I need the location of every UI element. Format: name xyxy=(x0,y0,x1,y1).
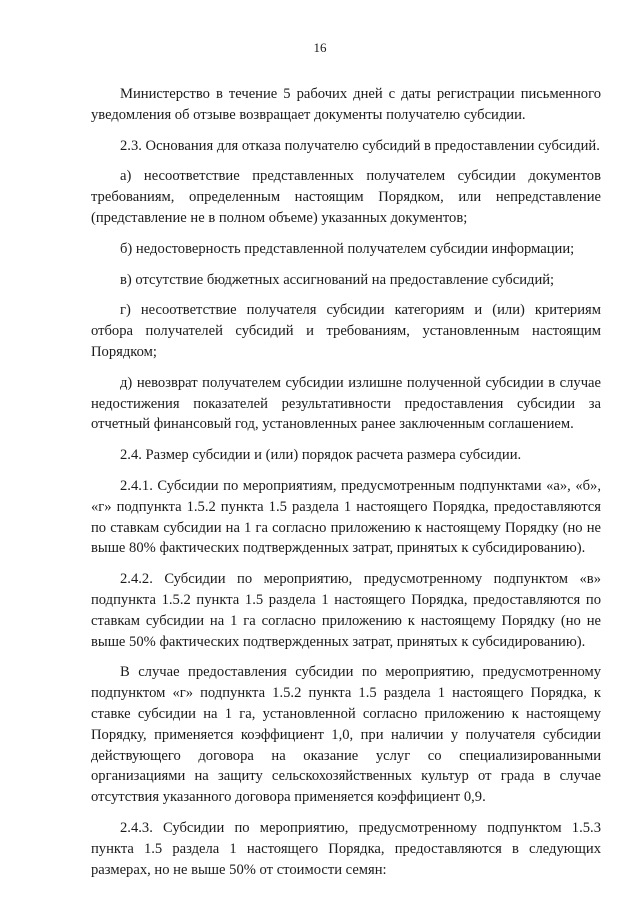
paragraph-section-2-4-2: 2.4.2. Субсидии по мероприятию, предусмотренному подпунктом «в» подпункта 1.5.2 пункта 1.5 раздела 1 настоящего Порядка, предоставляются по ставкам субсидии на 1 га согласно приложению к настоящему Порядку (но не выше 50% фактических подтвержденных затрат, принятых к субсидированию). xyxy=(91,571,601,650)
paragraph-item-v: в) отсутствие бюджетных ассигнований на предоставление субсидий; xyxy=(120,271,555,288)
paragraph-ministry-return: Министерство в течение 5 рабочих дней с даты регистрации письменного уведомления об отзыве возвращает документы получателю субсидии. xyxy=(91,86,601,123)
paragraph-coefficient: В случае предоставления субсидии по мероприятию, предусмотренному подпунктом «г» подпункта 1.5.2 пункта 1.5 раздела 1 настоящего Порядка, к ставке субсидии на 1 га, установленной согласно приложению к настоящему Порядку, применяется коэффициент 1,0, при наличии у получателя субсидии действующего договора на оказание услуг со специализированными организациями на защиту сельскохозяйственных культур от града в случае отсутствия указанного договора применяется коэффициент 0,9. xyxy=(91,664,601,806)
paragraph-item-a: а) несоответствие представленных получателем субсидии документов требованиям, определенным настоящим Порядком, или непредставление (представление не в полном объеме) указанных документов; xyxy=(91,168,601,226)
paragraph-item-b: б) недостоверность представленной получателем субсидии информации; xyxy=(120,240,575,257)
paragraph-section-2-4: 2.4. Размер субсидии и (или) порядок расчета размера субсидии. xyxy=(120,447,522,464)
paragraph-section-2-3: 2.3. Основания для отказа получателю субсидий в предоставлении субсидий. xyxy=(120,137,600,154)
document-body xyxy=(91,84,601,890)
page-number: 16 xyxy=(313,40,327,55)
paragraph-item-g: г) несоответствие получателя субсидии категориям и (или) критериям отбора получателей субсидий и требованиям, установленным настоящим Порядком; xyxy=(91,302,601,360)
paragraph-item-d: д) невозврат получателем субсидии излишне полученной субсидии в случае недостижения показателей результативности предоставления субсидии за отчетный финансовый год, установленных ранее заключенным соглашением. xyxy=(91,374,601,433)
paragraph-section-2-4-1: 2.4.1. Субсидии по мероприятиям, предусмотренным подпунктами «а», «б», «г» подпункта 1.5.2 пункта 1.5 раздела 1 настоящего Порядка, предоставляются по ставкам субсидии на 1 га согласно приложению к настоящему Порядку (но не выше 80% фактических подтвержденных затрат, принятых к субсидированию). xyxy=(91,477,601,557)
paragraph-section-2-4-3: 2.4.3. Субсидии по мероприятию, предусмотренному подпунктом 1.5.3 пункта 1.5 раздела 1 настоящего Порядка, предоставляются в следующих размерах, но не выше 50% от стоимости семян: xyxy=(91,819,601,878)
